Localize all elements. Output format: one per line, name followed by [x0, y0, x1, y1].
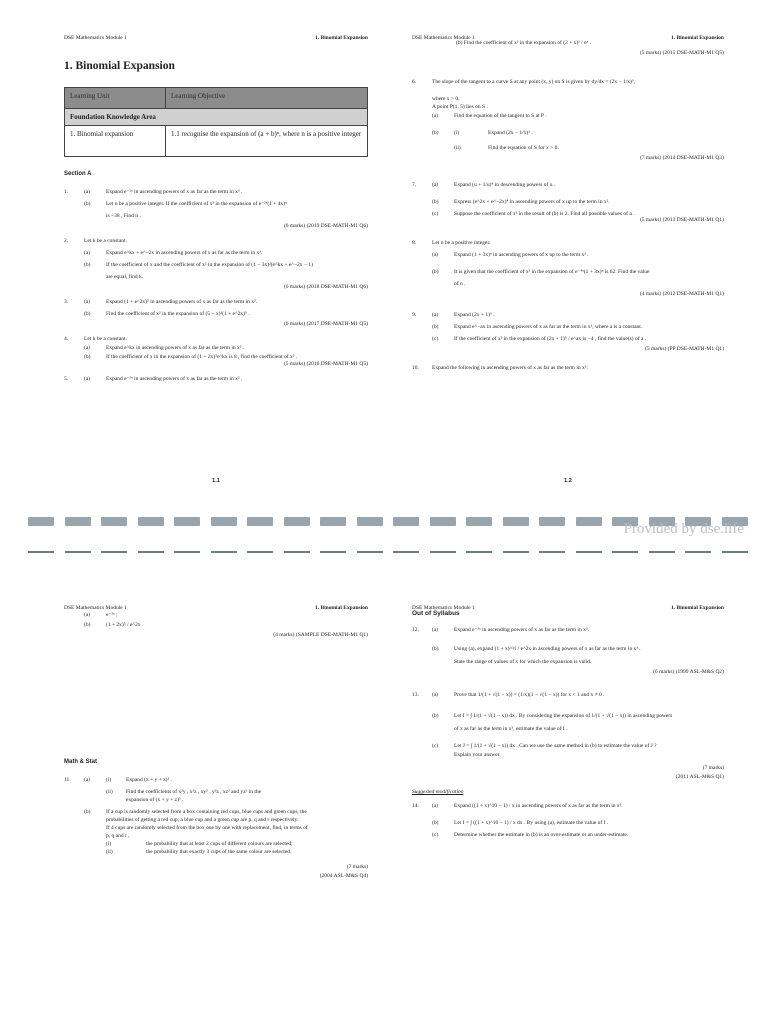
- tab-marker: [65, 551, 91, 559]
- q2-part-b-cont: are equal, find k.: [106, 274, 144, 280]
- tab-marker: [685, 551, 711, 559]
- tab-marker: [138, 551, 164, 559]
- q13-marks: (7 marks): [702, 765, 724, 771]
- tab-marker: [466, 551, 492, 559]
- q8-part-a: Expand (1 + 3x)ⁿ in ascending powers of x up to the term x² .: [454, 252, 589, 258]
- q12-part-b: Using (a), expand (1 + x)^½ / e^2x in ascending powers of x as far as the term in x³ .: [454, 646, 641, 652]
- col-learning-objective: Learning Objective: [166, 88, 368, 109]
- header-right: 1. Binomial Expansion: [314, 35, 368, 41]
- tab-marker: [284, 517, 310, 526]
- question-14: 14. (a) Expand ((1 + x)^10 − 1) / x in ascending powers of x as far as the term in x². (b) Let I = ∫ ((1 + x)^10 − 1) / x dx . By using (a), estimate the value of I . (c) Determine whether the estimate in (b) is an over-estimate or an under-estimate.: [412, 803, 724, 839]
- question-number: 14.: [412, 803, 419, 809]
- tab-marker: [539, 517, 565, 526]
- page-1-4: [412, 600, 724, 1024]
- q8-part-b: It is given that the coefficient of x² in the expansion of e⁻⁴ˣ(1 + 3x)ⁿ is 62. Find the value: [454, 269, 650, 275]
- q11-part-b-line2: probabilities of getting a red cup, a blue cup and a green cup are p, q and r respectively.: [106, 817, 299, 823]
- col-learning-unit: Learning Unit: [65, 88, 166, 109]
- watermark: Provided by dse.life: [623, 521, 744, 537]
- q4-marks: (5 marks) (2016 DSE-MATH-M1 Q5): [283, 361, 368, 367]
- page-header: [412, 600, 724, 614]
- q5-marks: (5 marks) (2015 DSE-MATH-M1 Q5): [639, 50, 724, 56]
- page-number: 1.1: [212, 478, 220, 484]
- tab-marker: [393, 551, 419, 559]
- tab-marker: [539, 551, 565, 559]
- q6-point: A point P(1, 5) lies on S .: [432, 104, 488, 110]
- header-right: 1. Binomial Expansion: [670, 605, 724, 611]
- tab-marker: [211, 517, 237, 526]
- question-number: 9.: [412, 312, 417, 318]
- unit-cell: 1. Binomial expansion: [65, 126, 166, 157]
- q13-source: (2011 ASL-M&S Q1): [675, 774, 724, 780]
- tab-marker: [503, 517, 529, 526]
- q11-marks: (7 marks): [346, 864, 368, 870]
- tab-marker: [649, 551, 675, 559]
- q2-marks: (6 marks) (2018 DSE-MATH-M1 Q6): [283, 284, 368, 290]
- question-13: 13. (a) Prove that 1/(1 + √(1 − x)) = (1/x)(1 − √(1 − x)) for x < 1 and x ≠ 0 . (b) Let I = ∫ 1/(1 + √(1 − x)) dx . By considering the expansion of 1/(1 + √(1 − x)) in ascending powers of x as far as the term in x³, estimate the value of I . (c) Let J = ∫ 1/(1 + √(1 − x)) dx . Can we use the same method in (b) to estimate the value of J ? Explain your answer. (7 marks) (2011 ASL-M&S Q1): [412, 692, 724, 780]
- q11-part-b-line3: If 4 cups are randomly selected from the box one by one with replacement, find, in terms of: [106, 825, 308, 831]
- tab-marker: [503, 551, 529, 559]
- tab-marker: [320, 517, 346, 526]
- tab-row-lower: [28, 551, 748, 561]
- tab-marker: [101, 517, 127, 526]
- tab-marker: [576, 517, 602, 526]
- q8-intro: Let n be a positive integer.: [432, 240, 491, 246]
- question-number: 7.: [412, 182, 417, 188]
- q6-marks: (7 marks) (2014 DSE-MATH-M1 Q3): [639, 155, 724, 161]
- q11-part-a-ii-cont: expansion of (x + y + z)³ .: [126, 797, 184, 803]
- question-5: 5. (a) Expand e⁻²ˣ in ascending powers of x as far as the term in x² .: [64, 376, 368, 383]
- q11-part-b: If a cup is randomly selected from a box containing red cups, blue cups and green cups, the: [106, 809, 307, 815]
- q5-part-b: (b) Find the coefficient of x² in the expansion of (2 + x)² / eˣ .: [456, 40, 591, 46]
- q8-marks: (4 marks) (2012 DSE-MATH-M1 Q1): [639, 291, 724, 297]
- q3-part-b: Find the coefficient of x² in the expansion of (5 − x)²(1 + e^2x)⁵ .: [106, 311, 250, 317]
- question-9: 9. (a) Expand (2x + 1)⁵ . (b) Expand e^−ax in ascending powers of x as far as the term in x², where a is a constant. (c) If the coefficient of x² in the expansion of (2x + 1)⁵ / e^ax is −4 , find the value(s) of a . (5 marks) (PP DSE-MATH-M1 Q1): [412, 312, 724, 352]
- question-number: 6.: [412, 79, 417, 85]
- q10-text: Expand the following in ascending powers of x as far as the term in x²:: [432, 365, 588, 371]
- q1-part-a: Expand e⁻²ˣ in ascending powers of x as far as the term in x³ .: [106, 189, 243, 195]
- tab-marker: [393, 517, 419, 526]
- header-left: DSE Mathematics Module 1: [412, 35, 475, 41]
- q11-part-b-line4: p, q and r ,: [106, 833, 130, 839]
- q14-part-a: Expand ((1 + x)^10 − 1) / x in ascending powers of x as far as the term in x².: [454, 803, 623, 809]
- question-number: 11.: [64, 777, 71, 783]
- tab-marker: [357, 551, 383, 559]
- q11-part-a-ii: Find the coefficients of x²y , x²z , xy² , y²z , xz² and yz² in the: [126, 789, 262, 795]
- tab-marker: [101, 551, 127, 559]
- q6-part-a: Find the equation of the tangent to S at P .: [454, 113, 547, 119]
- question-number: 10.: [412, 365, 419, 371]
- question-7: 7. (a) Expand (u + 1/u)⁴ in descending powers of u . (b) Express (e^2x + e^−2x)⁴ in ascending powers of x up to the term in x². (c) Suppose the coefficient of x² in the result of (b) is 2. Find all possible values of a . (5 marks) (2013 DSE-MATH-M1 Q1): [412, 182, 724, 223]
- tab-marker: [138, 517, 164, 526]
- page-1-3: [64, 600, 368, 1024]
- chapter-title: 1. Binomial Expansion: [64, 60, 175, 72]
- suggested-modification: Suggested modification: [412, 789, 464, 795]
- tab-marker: [247, 551, 273, 559]
- q9-marks: (5 marks) (PP DSE-MATH-M1 Q1): [645, 346, 724, 352]
- q14-part-b: Let I = ∫ ((1 + x)^10 − 1) / x dx . By using (a), estimate the value of I .: [454, 820, 609, 826]
- question-6: 6. The slope of the tangent to a curve S at any point (x, y) on S is given by dy/dx = (2x − 1/x)³, where x > 0. A point P(1, 5) lies on S . (a) Find the equation of the tangent to S at P . (b) (i) Expand (2x − 1/x)³ . (ii) Find the equation of S for x > 0. (7 marks) (2014 DSE-MATH-M1 Q3): [412, 79, 724, 161]
- question-5-continued: [412, 40, 724, 57]
- tab-marker: [211, 551, 237, 559]
- objective-cell: 1.1 recognise the expansion of (a + b)ⁿ, where n is a positive integer: [166, 126, 368, 157]
- question-number: 2.: [64, 238, 69, 244]
- q4-part-b: If the coefficient of x in the expansion of (1 + 2x)⁵e^kx is 8 , find the coefficient of x² .: [106, 354, 298, 360]
- q13-part-b: Let I = ∫ 1/(1 + √(1 − x)) dx . By considering the expansion of 1/(1 + √(1 − x)) in ascending powers: [454, 713, 673, 719]
- q10-marks: (4 marks) (SAMPLE DSE-MATH-M1 Q1): [273, 632, 368, 638]
- question-number: 12.: [412, 627, 419, 633]
- q11-part-a-i: Expand (x + y + z)² .: [126, 777, 172, 783]
- tab-marker: [65, 517, 91, 526]
- foundation-row: Foundation Knowledge Area: [65, 109, 368, 126]
- q11-part-b-i: the probability that at least 2 cups of different colours are selected;: [146, 841, 293, 847]
- q13-part-c: Let J = ∫ 1/(1 + √(1 − x)) dx . Can we use the same method in (b) to estimate the value of J ?: [454, 743, 657, 749]
- header-left: DSE Mathematics Module 1: [64, 605, 127, 611]
- bottom-sheet: [0, 600, 768, 1024]
- question-number: 8.: [412, 240, 417, 246]
- tab-marker: [28, 517, 54, 526]
- q4-intro: Let k be a constant.: [84, 336, 127, 342]
- q3-part-a: Expand (1 + e^2x)⁵ in ascending powers of x as far as the term in x².: [106, 299, 257, 305]
- question-1: 1. (a) Expand e⁻²ˣ in ascending powers of x as far as the term in x³ . (b) Let n be a positive integer. If the coefficient of x² in the expansion of e⁻²ˣ(1 + 4x)ⁿ is −38 , Find n . (6 marks) (2019 DSE-MATH-M1 Q6): [64, 189, 368, 229]
- q4-part-a: Expand e^kx in ascending powers of x as far as the term in x² .: [106, 345, 245, 351]
- q9-part-b: Expand e^−ax in ascending powers of x as far as the term in x², where a is a constant.: [454, 324, 643, 330]
- tab-marker: [722, 551, 748, 559]
- q12-part-b-cont: State the range of values of x for which the expansion is valid.: [454, 659, 592, 665]
- question-number: 5.: [64, 376, 69, 382]
- q5-part-a: Expand e⁻²ˣ in ascending powers of x as far as the term in x² .: [106, 376, 243, 382]
- q2-intro: Let k be a constant.: [84, 238, 127, 244]
- q13-part-b-cont: of x as far as the term in x³, estimate the value of I .: [454, 726, 568, 732]
- tab-marker: [174, 517, 200, 526]
- tab-marker: [466, 517, 492, 526]
- q7-marks: (5 marks) (2013 DSE-MATH-M1 Q1): [639, 217, 724, 223]
- header-left: DSE Mathematics Module 1: [412, 605, 475, 611]
- tab-marker: [28, 551, 54, 559]
- q9-part-a: Expand (2x + 1)⁵ .: [454, 312, 495, 318]
- q6-where: where x > 0.: [432, 96, 460, 102]
- q11-source: (2004 ASL-M&S Q4): [319, 873, 368, 879]
- q1-marks: (6 marks) (2019 DSE-MATH-M1 Q6): [283, 223, 368, 229]
- q1-part-b: Let n be a positive integer. If the coefficient of x² in the expansion of e⁻²ˣ(1 + 4x)ⁿ: [106, 201, 287, 207]
- q2-part-b: If the coefficient of x and the coefficient of x² in the expansion of (1 − 3x)²(e^kx + e^−2x − 1): [106, 262, 313, 268]
- question-number: 1.: [64, 189, 69, 195]
- tab-marker: [576, 551, 602, 559]
- q7-part-c: Suppose the coefficient of x² in the result of (b) is 2. Find all possible values of a .: [454, 211, 635, 217]
- tab-marker: [357, 517, 383, 526]
- question-number: 3.: [64, 299, 69, 305]
- page-1-1: [64, 30, 368, 515]
- question-3: 3. (a) Expand (1 + e^2x)⁵ in ascending powers of x as far as the term in x². (b) Find the coefficient of x² in the expansion of (5 − x)²(1 + e^2x)⁵ . (6 marks) (2017 DSE-MATH-M1 Q5): [64, 299, 368, 327]
- q6-part-b-ii: Find the equation of S for x > 0.: [488, 145, 559, 151]
- q8-part-b-cont: of n .: [454, 281, 466, 287]
- tab-marker: [284, 551, 310, 559]
- q7-part-a: Expand (u + 1/u)⁴ in descending powers of u .: [454, 182, 556, 188]
- q1-part-b-cont: is −38 , Find n .: [106, 213, 141, 219]
- tab-marker: [430, 517, 456, 526]
- question-4: 4. Let k be a constant. (a) Expand e^kx in ascending powers of x as far as the term in x² . (b) If the coefficient of x in the expansion of (1 + 2x)⁵e^kx is 8 , find the coefficient of x² . (5 marks) (2016 DSE-MATH-M1 Q5): [64, 336, 368, 367]
- q13-part-c-cont: Explain your answer.: [454, 752, 501, 758]
- header-right: 1. Binomial Expansion: [670, 35, 724, 41]
- top-sheet: [0, 30, 768, 515]
- math-stat-heading: Math & Stat: [64, 759, 97, 765]
- page-tab-stripe: [0, 505, 768, 575]
- page-number: 1.2: [564, 478, 572, 484]
- question-number: 13.: [412, 692, 419, 698]
- q12-marks: (6 marks) (1999 ASL-M&S Q2): [653, 669, 724, 675]
- q10-part-a: e⁻²ˣ ;: [106, 612, 118, 618]
- q3-marks: (6 marks) (2017 DSE-MATH-M1 Q5): [283, 321, 368, 327]
- q6-intro: The slope of the tangent to a curve S at any point (x, y) on S is given by dy/dx = (2x − 1/x)³,: [432, 79, 635, 85]
- section-a-heading: Section A: [64, 171, 92, 177]
- question-8: 8. Let n be a positive integer. (a) Expand (1 + 3x)ⁿ in ascending powers of x up to the term x² . (b) It is given that the coefficient of x² in the expansion of e⁻⁴ˣ(1 + 3x)ⁿ is 62. Find the value of n . (4 marks) (2012 DSE-MATH-M1 Q1): [412, 240, 724, 297]
- header-left: DSE Mathematics Module 1: [64, 35, 127, 41]
- question-12: 12. (a) Expand e⁻²ˣ in ascending powers of x as far as the term in x³. (b) Using (a), expand (1 + x)^½ / e^2x in ascending powers of x as far as the term in x³ . State the range of values of x for which the expansion is valid. (6 marks) (1999 ASL-M&S Q2): [412, 627, 724, 675]
- q10-part-b: (1 + 2x)⁵ / e^2x .: [106, 622, 144, 628]
- q12-part-a: Expand e⁻²ˣ in ascending powers of x as far as the term in x³.: [454, 627, 589, 633]
- question-10: [412, 365, 724, 372]
- tab-marker: [247, 517, 273, 526]
- q6-part-b-i: Expand (2x − 1/x)³ .: [488, 130, 533, 136]
- header-right: 1. Binomial Expansion: [314, 605, 368, 611]
- out-of-syllabus-heading: Out of Syllabus: [412, 610, 460, 617]
- question-number: 4.: [64, 336, 69, 342]
- question-10-continued: (a) e⁻²ˣ ; (b) (1 + 2x)⁵ / e^2x . (4 marks) (SAMPLE DSE-MATH-M1 Q1): [64, 612, 368, 639]
- question-11: 11. (a) (i) Expand (x + y + z)² . (ii) Find the coefficients of x²y , x²z , xy² , y²z , xz² and yz² in the expansion of (x + y + z)³ . (b) If a cup is randomly selected from a box containing red cups, blue cups and green cups, the probabilities of getting a red cup, a blue cup and a green cup are p, q and r respectively. If 4 cups are randomly selected from the box one by one with replacement, find, in terms of p, q and r , (i) the probability that at least 2 cups of different colours are selected; (ii) the probability that exactly 3 cups of the same colour are selected. (7 marks) (2004 ASL-M&S Q4): [64, 777, 368, 879]
- q2-part-a: Expand e^kx + e^−2x in ascending powers of x as far as the term in x².: [106, 250, 263, 256]
- page-header: [64, 30, 368, 44]
- q13-part-a: Prove that 1/(1 + √(1 − x)) = (1/x)(1 − √(1 − x)) for x < 1 and x ≠ 0 .: [454, 692, 605, 698]
- q9-part-c: If the coefficient of x² in the expansion of (2x + 1)⁵ / e^ax is −4 , find the value(s) of a .: [454, 336, 647, 342]
- tab-marker: [430, 551, 456, 559]
- learning-unit-table: [64, 87, 368, 157]
- q14-part-c: Determine whether the estimate in (b) is an over-estimate or an under-estimate.: [454, 832, 629, 838]
- question-2: 2. Let k be a constant. (a) Expand e^kx + e^−2x in ascending powers of x as far as the term in x². (b) If the coefficient of x and the coefficient of x² in the expansion of (1 − 3x)²(e^kx + e^−2x − 1) are equal, find k. (6 marks) (2018 DSE-MATH-M1 Q6): [64, 238, 368, 290]
- tab-marker: [174, 551, 200, 559]
- q11-part-b-ii: the probability that exactly 3 cups of the same colour are selected.: [146, 849, 292, 855]
- page-1-2: [412, 30, 724, 515]
- tab-marker: [612, 551, 638, 559]
- q7-part-b: Express (e^2x + e^−2x)⁴ in ascending powers of x up to the term in x².: [454, 199, 610, 205]
- tab-marker: [320, 551, 346, 559]
